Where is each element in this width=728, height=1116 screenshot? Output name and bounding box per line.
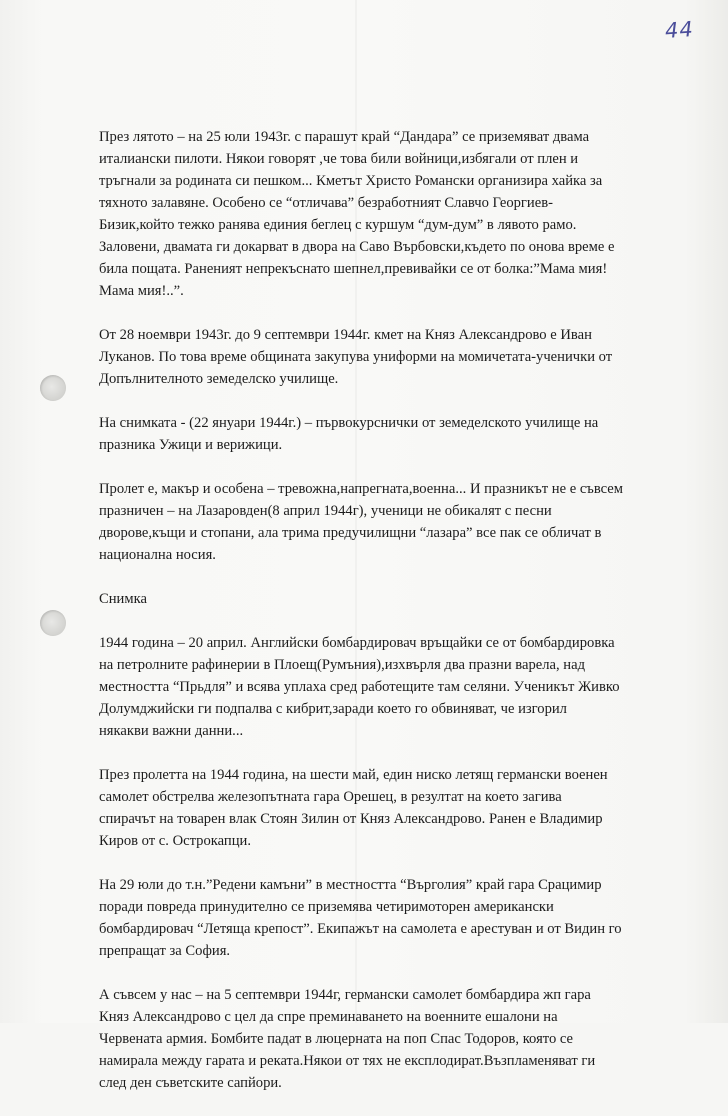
paragraph-9: А съвсем у нас – на 5 септември 1944г, германски самолет бомбардира жп гара Княз Александрово с цел да спре преминаването на военните ешалони на Червената армия. Бомбите падат в люцерната на поп Спас Тодоров, която се намирала между гарата и реката.Някои от тях не експлодират.Възпламеняват ги след ден съветските сапйори.: [99, 987, 596, 1091]
page-number: 44: [664, 17, 695, 43]
paragraph-2: От 28 ноември 1943г. до 9 септември 1944г. кмет на Княз Александрово е Иван Луканов. По това време общината закупува униформи на момичетата-ученички от Допълнителното земеделско училище.: [99, 327, 613, 387]
punch-hole-top: [40, 375, 66, 401]
paragraph-3: На снимката - (22 януари 1944г.) – първокурснички от земеделското училище на празника Ужици и верижици.: [99, 415, 599, 453]
paragraph-8: На 29 юли до т.н.”Редени камъни” в местността “Върголия” край гара Срацимир поради повреда принудително се приземява четиримоторен американски бомбардировач “Летяща крепост”. Екипажът на самолета е арестуван и от Видин го препращат за София.: [99, 877, 622, 959]
paragraph-7: През пролетта на 1944 година, на шести май, един ниско летящ германски военен самолет обстрелва железопътната гара Орешец, в резултат на което загива спирачът на товарен влак Стоян Зилин от Княз Александрово. Ранен е Владимир Киров от с. Острокапци.: [99, 767, 608, 849]
paragraph-1: През лятото – на 25 юли 1943г. с парашут край “Дандара” се приземяват двама италиански пилоти. Някои говорят ,че това били войници,избягали от плен и тръгнали за родината си пешком... Кметът Христо Романски организира хайка за тяхното залавяне. Особено се “отличава” безработният Славчо Георгиев- Бизик,който тежко ранява единия беглец с куршум “дум-дум” в лявото рамо. Заловени, двамата ги докарват в двора на Саво Върбовски,където по онова време е била пощата. Раненият непрекъснато шепнел,превивайки се от болка:”Мама мия! Мама мия!..”.: [99, 129, 615, 299]
paragraph-6: 1944 година – 20 април. Английски бомбардировач връщайки се от бомбардировка на петролните рафинерии в Плоещ(Румъния),изхвърля два празни варела, над местността “Прьдля” и всява уплаха сред работещите там селяни. Ученикът Живко Долумджийски ги подпалва с кибрит,заради което го обвиняват, че изгорил някакви важни данни...: [99, 635, 620, 739]
punch-hole-bottom: [40, 610, 66, 636]
paragraph-4: Пролет е, макър и особена – тревожна,напрегната,военна... И празникът не е съвсем празничен – на Лазаровден(8 април 1944г), ученици не обикалят с песни дворове,къщи и стопани, ала трима предучилищни “лазара” все пак се обличат в национална носия.: [99, 481, 624, 563]
document-body: [99, 126, 659, 1116]
paragraph-5: Снимка: [99, 591, 147, 607]
